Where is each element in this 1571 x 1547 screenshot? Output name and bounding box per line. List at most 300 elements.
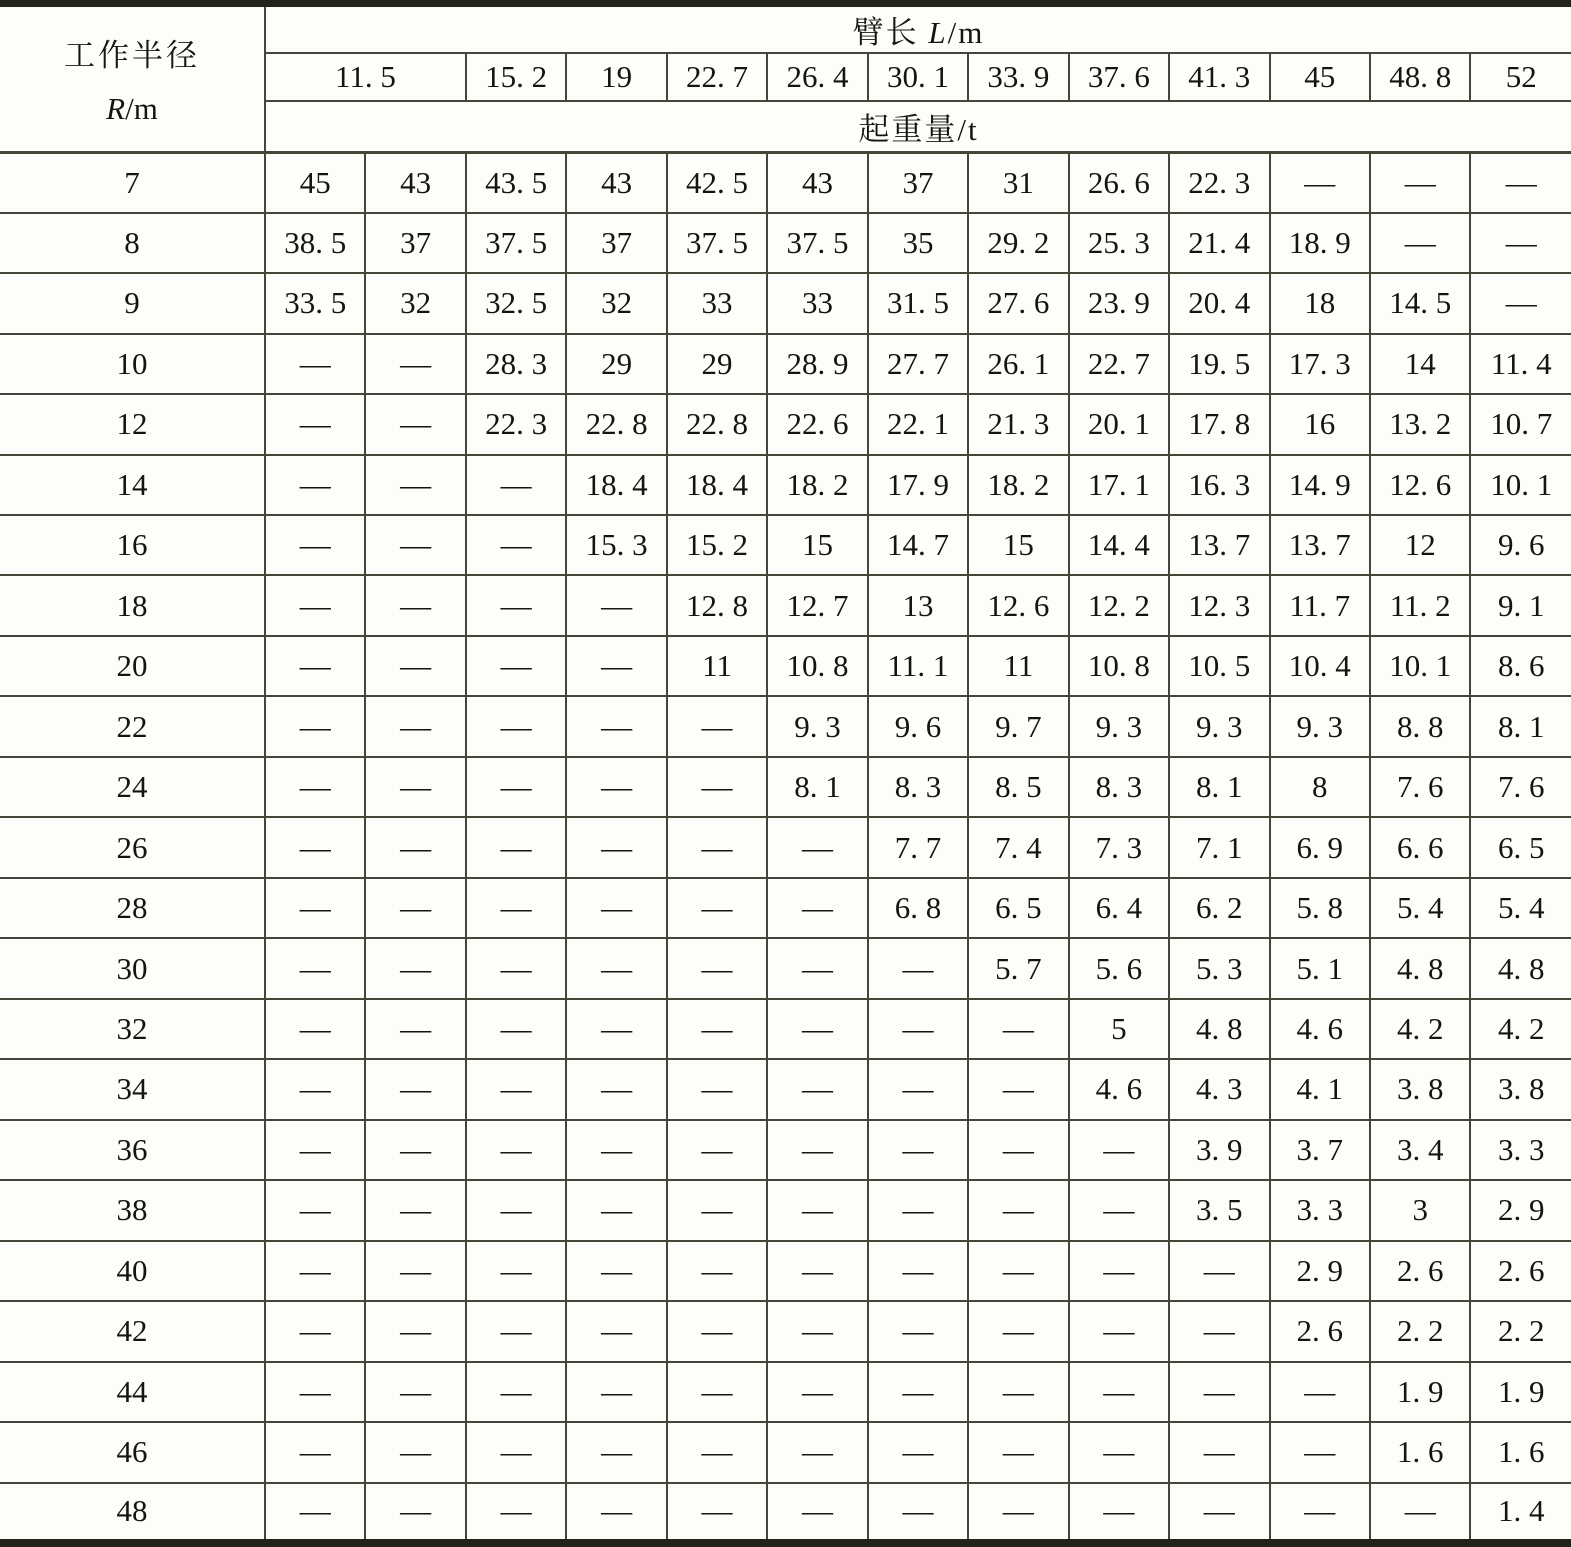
value-cell: 3. 4 <box>1370 1120 1470 1180</box>
value-cell: 13 <box>868 575 968 635</box>
table-body <box>0 152 1571 1543</box>
value-cell: — <box>466 938 566 998</box>
radius-cell: 44 <box>0 1362 265 1422</box>
value-cell: 9. 7 <box>968 696 1068 756</box>
radius-cell: 9 <box>0 273 265 333</box>
value-cell: — <box>667 1483 767 1544</box>
value-cell: 12. 3 <box>1169 575 1269 635</box>
value-cell: — <box>265 1422 365 1482</box>
value-cell: 5. 1 <box>1270 938 1370 998</box>
value-cell: 21. 3 <box>968 394 1068 454</box>
value-cell: — <box>767 938 867 998</box>
table-row <box>0 1120 1571 1180</box>
value-cell: — <box>767 1120 867 1180</box>
value-cell: — <box>968 1422 1068 1482</box>
value-cell: 37 <box>868 152 968 212</box>
value-cell: — <box>466 1059 566 1119</box>
value-cell: — <box>1169 1483 1269 1544</box>
table-row <box>0 1483 1571 1544</box>
value-cell: — <box>868 1180 968 1240</box>
value-cell: — <box>265 938 365 998</box>
value-cell: 4. 3 <box>1169 1059 1269 1119</box>
value-cell: — <box>667 999 767 1059</box>
value-cell: 8. 5 <box>968 757 1068 817</box>
value-cell: 32. 5 <box>466 273 566 333</box>
value-cell: 22. 8 <box>667 394 767 454</box>
radius-cell: 38 <box>0 1180 265 1240</box>
value-cell: — <box>365 878 465 938</box>
value-cell: 10. 7 <box>1470 394 1571 454</box>
value-cell: 3. 8 <box>1470 1059 1571 1119</box>
radius-cell: 26 <box>0 817 265 877</box>
boom-length-value: 45 <box>1270 53 1370 101</box>
value-cell: 14 <box>1370 334 1470 394</box>
value-cell: 1. 9 <box>1470 1362 1571 1422</box>
value-cell: 26. 1 <box>968 334 1068 394</box>
boom-length-value: 52 <box>1470 53 1571 101</box>
value-cell: — <box>265 1120 365 1180</box>
value-cell: 17. 9 <box>868 455 968 515</box>
value-cell: — <box>767 1301 867 1361</box>
value-cell: 18. 2 <box>968 455 1068 515</box>
value-cell: 20. 4 <box>1169 273 1269 333</box>
value-cell: 5. 4 <box>1370 878 1470 938</box>
value-cell: — <box>667 878 767 938</box>
table-row <box>0 757 1571 817</box>
radius-cell: 16 <box>0 515 265 575</box>
value-cell: 15 <box>767 515 867 575</box>
radius-cell: 22 <box>0 696 265 756</box>
value-cell: — <box>667 1422 767 1482</box>
value-cell: 33 <box>667 273 767 333</box>
value-cell: 14. 5 <box>1370 273 1470 333</box>
value-cell: 18. 2 <box>767 455 867 515</box>
working-radius-label: 工作半径 <box>64 38 200 74</box>
value-cell: 6. 6 <box>1370 817 1470 877</box>
value-cell: — <box>968 1120 1068 1180</box>
table-row <box>0 1241 1571 1301</box>
value-cell: 35 <box>868 213 968 273</box>
value-cell: 33. 5 <box>265 273 365 333</box>
value-cell: 37. 5 <box>667 213 767 273</box>
boom-length-value: 15. 2 <box>466 53 566 101</box>
value-cell: 17. 1 <box>1069 455 1169 515</box>
value-cell: 27. 7 <box>868 334 968 394</box>
value-cell: 15. 2 <box>667 515 767 575</box>
value-cell: — <box>365 938 465 998</box>
value-cell: 1. 6 <box>1370 1422 1470 1482</box>
value-cell: 16. 3 <box>1169 455 1269 515</box>
value-cell: — <box>566 696 666 756</box>
value-cell: — <box>265 1483 365 1544</box>
value-cell: 11. 2 <box>1370 575 1470 635</box>
value-cell: 11 <box>667 636 767 696</box>
value-cell: — <box>365 1059 465 1119</box>
value-cell: — <box>968 1301 1068 1361</box>
value-cell: — <box>968 1180 1068 1240</box>
value-cell: 11 <box>968 636 1068 696</box>
value-cell: 42. 5 <box>667 152 767 212</box>
value-cell: 26. 6 <box>1069 152 1169 212</box>
value-cell: — <box>365 636 465 696</box>
value-cell: 10. 5 <box>1169 636 1269 696</box>
value-cell: — <box>868 1362 968 1422</box>
value-cell: 18 <box>1270 273 1370 333</box>
value-cell: 27. 6 <box>968 273 1068 333</box>
value-cell: — <box>1069 1180 1169 1240</box>
boom-length-value: 48. 8 <box>1370 53 1470 101</box>
value-cell: — <box>868 1241 968 1301</box>
value-cell: — <box>365 1241 465 1301</box>
value-cell: — <box>1270 1483 1370 1544</box>
value-cell: 7. 6 <box>1470 757 1571 817</box>
value-cell: — <box>466 696 566 756</box>
value-cell: — <box>265 696 365 756</box>
value-cell: 43 <box>566 152 666 212</box>
value-cell: — <box>667 1241 767 1301</box>
value-cell: — <box>566 1301 666 1361</box>
value-cell: — <box>265 455 365 515</box>
boom-length-header: 臂长 L/m <box>265 4 1571 54</box>
value-cell: 37 <box>566 213 666 273</box>
radius-cell: 40 <box>0 1241 265 1301</box>
value-cell: — <box>265 1059 365 1119</box>
value-cell: — <box>265 999 365 1059</box>
value-cell: 22. 8 <box>566 394 666 454</box>
value-cell: 32 <box>365 273 465 333</box>
value-cell: — <box>868 1120 968 1180</box>
value-cell: 15. 3 <box>566 515 666 575</box>
value-cell: 12. 6 <box>968 575 1068 635</box>
value-cell: 15 <box>968 515 1068 575</box>
value-cell: 28. 3 <box>466 334 566 394</box>
value-cell: 13. 7 <box>1169 515 1269 575</box>
value-cell: — <box>566 999 666 1059</box>
value-cell: 19. 5 <box>1169 334 1269 394</box>
value-cell: 1. 4 <box>1470 1483 1571 1544</box>
value-cell: 12. 7 <box>767 575 867 635</box>
value-cell: 13. 2 <box>1370 394 1470 454</box>
value-cell: 5. 7 <box>968 938 1068 998</box>
table-row <box>0 575 1571 635</box>
value-cell: — <box>365 334 465 394</box>
radius-cell: 42 <box>0 1301 265 1361</box>
value-cell: 9. 1 <box>1470 575 1571 635</box>
value-cell: — <box>868 1422 968 1482</box>
value-cell: 6. 2 <box>1169 878 1269 938</box>
value-cell: 37. 5 <box>466 213 566 273</box>
value-cell: 38. 5 <box>265 213 365 273</box>
value-cell: 5 <box>1069 999 1169 1059</box>
value-cell: — <box>466 1362 566 1422</box>
value-cell: — <box>365 1180 465 1240</box>
value-cell: 31. 5 <box>868 273 968 333</box>
value-cell: 37 <box>365 213 465 273</box>
value-cell: 2. 6 <box>1370 1241 1470 1301</box>
value-cell: — <box>566 575 666 635</box>
value-cell: 10. 8 <box>767 636 867 696</box>
table-row <box>0 878 1571 938</box>
value-cell: — <box>767 999 867 1059</box>
table-row <box>0 1301 1571 1361</box>
boom-length-value: 37. 6 <box>1069 53 1169 101</box>
value-cell: — <box>767 817 867 877</box>
value-cell: — <box>1169 1362 1269 1422</box>
value-cell: — <box>365 1422 465 1482</box>
lifting-capacity-header: 起重量/t <box>265 101 1571 152</box>
value-cell: 4. 6 <box>1069 1059 1169 1119</box>
value-cell: 6. 5 <box>1470 817 1571 877</box>
table-row <box>0 1422 1571 1482</box>
table-row <box>0 999 1571 1059</box>
value-cell: 7. 1 <box>1169 817 1269 877</box>
value-cell: 4. 2 <box>1370 999 1470 1059</box>
value-cell: 12. 2 <box>1069 575 1169 635</box>
value-cell: 3. 9 <box>1169 1120 1269 1180</box>
value-cell: — <box>1470 213 1571 273</box>
value-cell: — <box>466 817 566 877</box>
value-cell: 9. 3 <box>767 696 867 756</box>
value-cell: 8. 3 <box>1069 757 1169 817</box>
value-cell: — <box>767 878 867 938</box>
value-cell: 6. 9 <box>1270 817 1370 877</box>
value-cell: 20. 1 <box>1069 394 1169 454</box>
value-cell: — <box>1069 1362 1169 1422</box>
value-cell: 9. 6 <box>868 696 968 756</box>
value-cell: — <box>265 575 365 635</box>
table-row <box>0 1059 1571 1119</box>
radius-cell: 34 <box>0 1059 265 1119</box>
value-cell: — <box>566 878 666 938</box>
value-cell: — <box>1069 1483 1169 1544</box>
value-cell: 1. 9 <box>1370 1362 1470 1422</box>
radius-cell: 20 <box>0 636 265 696</box>
value-cell: — <box>365 1120 465 1180</box>
value-cell: — <box>868 938 968 998</box>
value-cell: — <box>365 757 465 817</box>
value-cell: — <box>968 999 1068 1059</box>
value-cell: 4. 1 <box>1270 1059 1370 1119</box>
value-cell: — <box>365 515 465 575</box>
value-cell: 17. 3 <box>1270 334 1370 394</box>
value-cell: — <box>566 1180 666 1240</box>
value-cell: 21. 4 <box>1169 213 1269 273</box>
value-cell: — <box>868 1059 968 1119</box>
value-cell: 2. 2 <box>1370 1301 1470 1361</box>
radius-cell: 24 <box>0 757 265 817</box>
value-cell: 22. 6 <box>767 394 867 454</box>
value-cell: 5. 8 <box>1270 878 1370 938</box>
value-cell: 29 <box>566 334 666 394</box>
value-cell: 10. 1 <box>1370 636 1470 696</box>
value-cell: 8. 3 <box>868 757 968 817</box>
value-cell: 3. 8 <box>1370 1059 1470 1119</box>
value-cell: — <box>365 394 465 454</box>
value-cell: — <box>365 696 465 756</box>
value-cell: 12 <box>1370 515 1470 575</box>
value-cell: 8. 1 <box>767 757 867 817</box>
value-cell: 8. 1 <box>1169 757 1269 817</box>
value-cell: 4. 2 <box>1470 999 1571 1059</box>
value-cell: — <box>566 1241 666 1301</box>
value-cell: — <box>868 999 968 1059</box>
value-cell: — <box>566 817 666 877</box>
value-cell: 45 <box>265 152 365 212</box>
value-cell: 7. 7 <box>868 817 968 877</box>
value-cell: — <box>466 757 566 817</box>
value-cell: 7. 4 <box>968 817 1068 877</box>
value-cell: 43 <box>767 152 867 212</box>
value-cell: 5. 4 <box>1470 878 1571 938</box>
header-row-boom-title <box>0 4 1571 54</box>
value-cell: 9. 3 <box>1169 696 1269 756</box>
radius-cell: 32 <box>0 999 265 1059</box>
value-cell: 4. 8 <box>1370 938 1470 998</box>
value-cell: 2. 9 <box>1470 1180 1571 1240</box>
value-cell: — <box>566 1120 666 1180</box>
value-cell: 3. 7 <box>1270 1120 1370 1180</box>
value-cell: 4. 6 <box>1270 999 1370 1059</box>
value-cell: 18. 9 <box>1270 213 1370 273</box>
value-cell: — <box>1169 1422 1269 1482</box>
value-cell: — <box>265 1301 365 1361</box>
value-cell: — <box>265 515 365 575</box>
value-cell: — <box>968 1241 1068 1301</box>
value-cell: — <box>365 1483 465 1544</box>
value-cell: — <box>265 1362 365 1422</box>
boom-length-value: 19 <box>566 53 666 101</box>
value-cell: 2. 9 <box>1270 1241 1370 1301</box>
value-cell: 7. 6 <box>1370 757 1470 817</box>
value-cell: 1. 6 <box>1470 1422 1571 1482</box>
value-cell: 4. 8 <box>1470 938 1571 998</box>
value-cell: — <box>265 757 365 817</box>
value-cell: — <box>1169 1301 1269 1361</box>
value-cell: — <box>667 1180 767 1240</box>
value-cell: 22. 7 <box>1069 334 1169 394</box>
value-cell: — <box>566 757 666 817</box>
value-cell: — <box>667 757 767 817</box>
value-cell: 14. 4 <box>1069 515 1169 575</box>
value-cell: — <box>767 1362 867 1422</box>
value-cell: — <box>1470 152 1571 212</box>
radius-cell: 8 <box>0 213 265 273</box>
radius-cell: 12 <box>0 394 265 454</box>
value-cell: 22. 3 <box>1169 152 1269 212</box>
value-cell: — <box>265 334 365 394</box>
value-cell: — <box>466 999 566 1059</box>
value-cell: 9. 3 <box>1270 696 1370 756</box>
value-cell: 12. 6 <box>1370 455 1470 515</box>
table-row <box>0 938 1571 998</box>
value-cell: — <box>566 1059 666 1119</box>
value-cell: — <box>968 1362 1068 1422</box>
value-cell: 6. 5 <box>968 878 1068 938</box>
value-cell: 14. 7 <box>868 515 968 575</box>
value-cell: 2. 2 <box>1470 1301 1571 1361</box>
value-cell: — <box>1069 1120 1169 1180</box>
table-header-section <box>0 4 1571 153</box>
value-cell: 6. 8 <box>868 878 968 938</box>
value-cell: — <box>1069 1422 1169 1482</box>
value-cell: 33 <box>767 273 867 333</box>
value-cell: 4. 8 <box>1169 999 1269 1059</box>
value-cell: — <box>767 1180 867 1240</box>
radius-cell: 30 <box>0 938 265 998</box>
value-cell: — <box>566 1483 666 1544</box>
value-cell: — <box>265 1180 365 1240</box>
table-row <box>0 152 1571 212</box>
value-cell: 43 <box>365 152 465 212</box>
value-cell: — <box>1069 1241 1169 1301</box>
working-radius-unit: R/m <box>106 91 158 127</box>
value-cell: — <box>466 1180 566 1240</box>
value-cell: — <box>1470 273 1571 333</box>
value-cell: 2. 6 <box>1270 1301 1370 1361</box>
value-cell: — <box>466 1241 566 1301</box>
value-cell: — <box>365 1362 465 1422</box>
value-cell: — <box>767 1241 867 1301</box>
value-cell: 17. 8 <box>1169 394 1269 454</box>
value-cell: — <box>365 817 465 877</box>
value-cell: 18. 4 <box>667 455 767 515</box>
value-cell: — <box>1370 213 1470 273</box>
value-cell: 9. 6 <box>1470 515 1571 575</box>
value-cell: — <box>667 1362 767 1422</box>
value-cell: — <box>265 817 365 877</box>
table-row <box>0 817 1571 877</box>
value-cell: — <box>1270 152 1370 212</box>
value-cell: — <box>968 1059 1068 1119</box>
boom-length-value: 30. 1 <box>868 53 968 101</box>
value-cell: 23. 9 <box>1069 273 1169 333</box>
value-cell: — <box>466 878 566 938</box>
value-cell: 22. 1 <box>868 394 968 454</box>
value-cell: — <box>667 1301 767 1361</box>
table-row <box>0 696 1571 756</box>
value-cell: — <box>365 575 465 635</box>
boom-length-value: 33. 9 <box>968 53 1068 101</box>
table-row <box>0 1362 1571 1422</box>
boom-length-value: 11. 5 <box>265 53 466 101</box>
table-row <box>0 273 1571 333</box>
value-cell: — <box>1270 1362 1370 1422</box>
value-cell: 7. 3 <box>1069 817 1169 877</box>
value-cell: — <box>466 455 566 515</box>
value-cell: — <box>868 1301 968 1361</box>
value-cell: 11. 4 <box>1470 334 1571 394</box>
value-cell: 8. 6 <box>1470 636 1571 696</box>
radius-cell: 18 <box>0 575 265 635</box>
table-row <box>0 515 1571 575</box>
value-cell: 11. 1 <box>868 636 968 696</box>
value-cell: 12. 8 <box>667 575 767 635</box>
value-cell: — <box>667 1059 767 1119</box>
value-cell: — <box>566 636 666 696</box>
value-cell: 6. 4 <box>1069 878 1169 938</box>
value-cell: — <box>466 575 566 635</box>
value-cell: 11. 7 <box>1270 575 1370 635</box>
table-row <box>0 334 1571 394</box>
radius-cell: 48 <box>0 1483 265 1544</box>
radius-cell: 46 <box>0 1422 265 1482</box>
value-cell: — <box>265 1241 365 1301</box>
value-cell: 2. 6 <box>1470 1241 1571 1301</box>
value-cell: 31 <box>968 152 1068 212</box>
value-cell: 3. 5 <box>1169 1180 1269 1240</box>
value-cell: 9. 3 <box>1069 696 1169 756</box>
value-cell: 43. 5 <box>466 152 566 212</box>
